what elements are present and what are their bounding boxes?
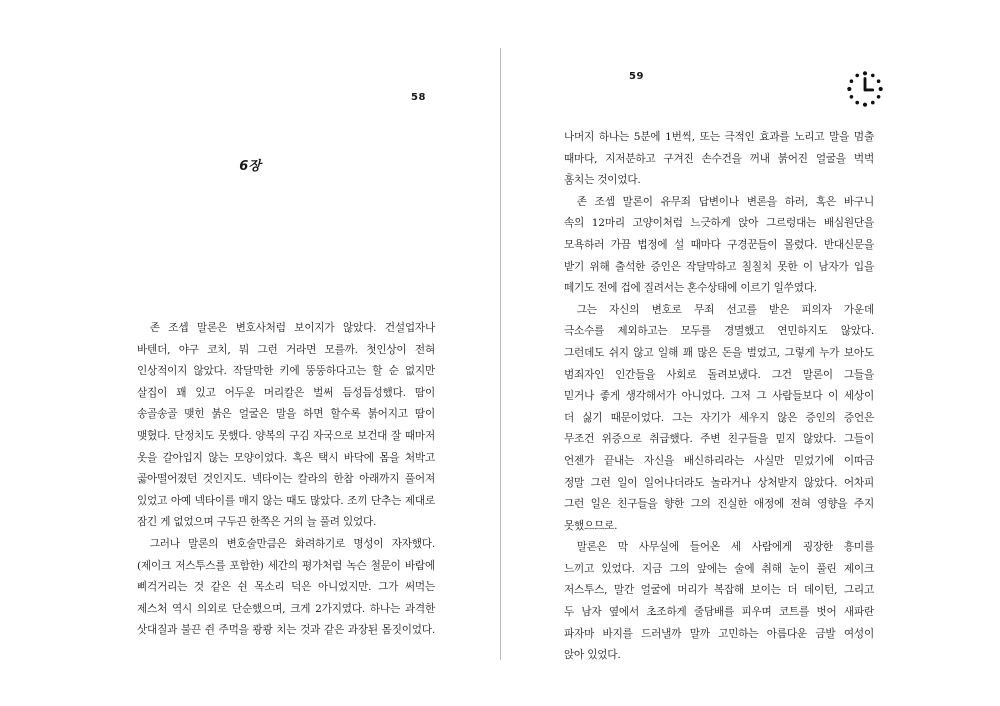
text-line: 훔치는 것이었다. [564,174,641,187]
text-line: 정말 그런 일이 일어나더라도 놀라거나 상처받지 않았다. 어차피 [564,476,874,489]
text-line: 파자마 바지를 드러낼까 말까 고민하는 아름다운 금발 여성이 [564,627,874,640]
text-line: 더 싫기 때문이었다. 그는 자기가 세우지 않은 증인의 증언은 [564,411,874,424]
paragraph [564,192,874,300]
text-line: 삐걱거리는 것 같은 쉰 목소리 덕은 아니었지만. 그가 써먹는 [137,581,435,594]
text-line: 말론은 막 사무실에 들어온 세 사람에게 굉장한 흥미를 [576,541,874,554]
text-line: 떼기도 전에 겁에 질려서는 혼수상태에 이르기 일쑤였다. [564,282,817,295]
text-line: 그러나 말론의 변호술만큼은 화려하기로 명성이 자자했다. [149,537,435,550]
paragraph [564,537,874,667]
text-line: 저스투스, 말간 얼굴에 머리가 복잡해 보이는 더 데이턴, 그리고 [564,584,874,597]
text-line: 맺혔다. 단정치도 못했다. 양복의 구김 자국으로 보건대 잘 때마저 [137,429,435,442]
page-number-right: 59 [629,71,644,82]
text-line: 곯아떨어졌던 것인지도. 넥타이는 칼라의 한참 아래까지 풀어져 [137,473,435,486]
clock-icon [846,70,884,108]
chapter-title: 6장 [239,159,261,174]
text-line: 느끼고 있었다. 지금 그의 앞에는 술에 취해 눈이 풀린 제이크 [564,562,874,575]
text-line: 때마다, 지저분하고 구겨진 손수건을 꺼내 붉어진 얼굴을 벅벅 [564,152,874,165]
text-line: 살집이 꽤 있고 어두운 머리칼은 벌써 듬성듬성했다. 땀이 [137,386,435,399]
text-line: 존 조셉 말론이 유무죄 답변이나 변론을 하러, 혹은 바구니 [576,195,874,208]
text-line: 속의 12마리 고양이처럼 느긋하게 앉아 그르렁대는 배심원단을 [564,217,874,230]
text-line: 그는 자신의 변호로 무죄 선고를 받은 피의자 가운데 [576,303,874,316]
text-line: 범죄자인 인간들을 사회로 돌려보냈다. 그건 말론이 그들을 [564,368,874,381]
text-line: 바텐더, 야구 코치, 뭐 그런 거라면 모를까. 첫인상이 전혀 [137,343,435,356]
paragraph [137,318,435,534]
text-line: 잠긴 게 없었으며 구두끈 한쪽은 거의 늘 풀려 있었다. [137,516,377,529]
text-line: 받기 위해 출석한 증인은 작달막하고 칠칠치 못한 이 남자가 입을 [564,260,874,273]
text-line: 송골송골 맺힌 붉은 얼굴은 말을 하면 할수록 붉어지고 땀이 [137,408,435,421]
text-line: 있었고 아예 넥타이를 매지 않는 때도 많았다. 조끼 단추는 제대로 [137,494,435,507]
text-line: (제이크 저스투스를 포함한) 세간의 평가처럼 녹슨 철문이 바람에 [137,559,435,572]
right-page-body [564,127,874,667]
page-number-left: 58 [411,92,426,103]
paragraph [564,127,874,192]
text-line: 존 조셉 말론은 변호사처럼 보이지가 않았다. 건설업자나 [149,322,435,334]
text-line: 제스처 역시 의외로 단순했으며, 크게 2가지였다. 하나는 과격한 [137,602,435,615]
text-line: 두 남자 옆에서 초조하게 줄담배를 피우며 코트를 벗어 새파란 [564,606,874,619]
text-line: 삿대질과 불끈 쥔 주먹을 쾅쾅 치는 것과 같은 과장된 몸짓이었다. [137,624,435,637]
paragraph [137,534,435,642]
text-line: 믿거나 좋게 생각해서가 아니었다. 그저 그 사람들보다 이 세상이 [564,390,874,403]
right-page [501,0,1000,706]
text-line: 나머지 하나는 5분에 1번씩, 또는 극적인 효과를 노리고 말을 멈출 [564,131,874,143]
text-line: 앉아 있었다. [564,649,621,662]
left-page-body [137,318,435,642]
text-line: 옷을 갈아입지 않는 모양이었다. 혹은 택시 바닥에 몸을 처박고 [137,451,435,464]
text-line: 그런데도 쉬지 않고 일해 꽤 많은 돈을 벌었고, 그렇게 누가 보아도 [564,346,874,359]
text-line: 못했으므로. [564,519,618,532]
text-line: 언젠가 끝내는 자신을 배신하리라는 사실만 믿었기에 이따금 [564,454,874,467]
text-line: 무조건 위증으로 취급했다. 주변 친구들을 믿지 않았다. 그들이 [564,433,874,446]
paragraph [564,300,874,538]
text-line: 모욕하러 가끔 법정에 설 때마다 구경꾼들이 몰렸다. 반대신문을 [564,238,874,251]
text-line: 그런 일은 친구들을 향한 그의 진실한 애정에 전혀 영향을 주지 [564,498,874,511]
text-line: 인상적이지 않았다. 작달막한 키에 뚱뚱하다고는 할 순 없지만 [137,365,435,378]
text-line: 극소수를 제외하고는 모두를 경멸했고 연민하지도 않았다. [564,325,874,338]
